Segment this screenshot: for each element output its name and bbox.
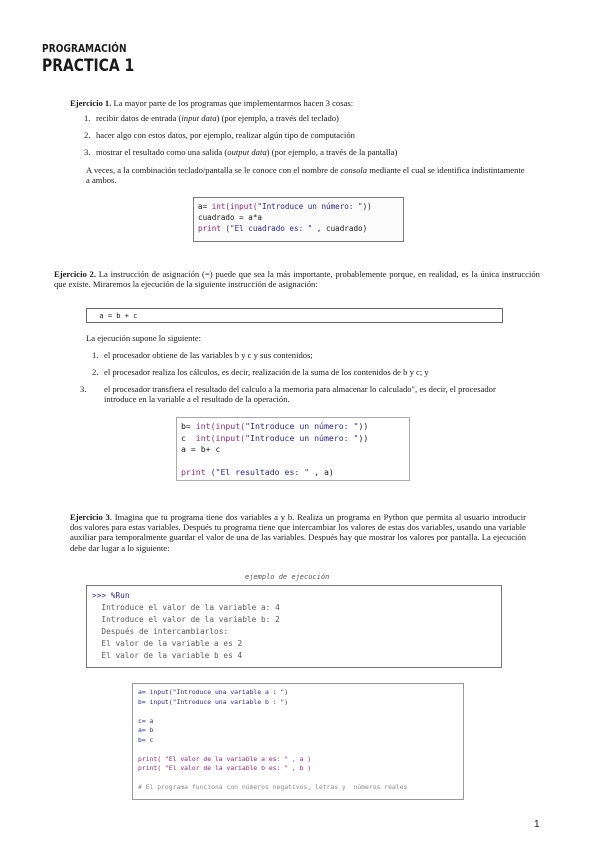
code-comment: # El programa funciona con números negativos, letras y números reales <box>138 783 408 791</box>
code-line <box>138 707 458 717</box>
code-line: a= int(input("Introduce un número: ")) <box>198 202 372 211</box>
code-line <box>181 456 405 468</box>
ej2-text: Ejercicio 2. La instrucción de asignación (=) puede que sea la más importante, probablemente porque, en realidad, es la única instrucción que existe. Miraremos la ejecución de la siguiente instrucción de asignación: <box>54 269 540 290</box>
ej2-item: 2. el procesador realiza los cálculos, es decir, realización de la suma de los contenidos de b y c; y <box>92 367 429 377</box>
code-line: print ("El cuadrado es: " , cuadrado) <box>198 224 368 233</box>
code-line: a= input("Introduce una variable a : ") <box>138 688 289 696</box>
ej1-item: 1. recibir datos de entrada (input data) (por ejemplo, a través del teclado) <box>84 113 339 123</box>
page-number: 1 <box>534 819 540 830</box>
ej3-code-block <box>132 683 464 800</box>
code-line: c= a <box>138 716 154 725</box>
ej1-note: A veces, a la combinación teclado/pantalla se le conoce con el nombre de consola mediante el cual se identifica indistintamente a ambos. <box>86 165 525 186</box>
code-line: print( "El valor de la variable a es: " , a ) <box>138 754 312 763</box>
page-title: PRACTICA 1 <box>42 56 135 76</box>
run-line: Introduce el valor de la variable a: 4 <box>92 603 280 612</box>
code-line: print ("El resultado es: " , a) <box>181 467 334 477</box>
execution-caption: ejemplo de ejecución <box>245 573 330 581</box>
code-line: c int(input("Introduce un número: ")) <box>181 432 369 443</box>
run-line: Después de intercambiarlos: <box>92 627 229 636</box>
code-line <box>138 774 458 784</box>
ej2-item: 3. el procesador transfiera el resultado del calculo a la memoria para almacenar lo calculado", es decir, el procesador introduce en la variable a el resultado de la operación. <box>80 384 496 405</box>
ej1-code-block <box>193 197 404 242</box>
run-line: >>> %Run <box>92 591 130 600</box>
code-line: print( "El valor de la variable b es: " , b ) <box>138 764 312 772</box>
code-line <box>138 745 458 755</box>
run-line: El valor de la variable a es 2 <box>92 639 243 648</box>
ej2-statement: a = b + c <box>86 308 503 323</box>
run-line: Introduce el valor de la variable b: 2 <box>92 615 280 624</box>
ej2-supone: La ejecución supone lo siguiente: <box>86 333 202 343</box>
ej1-item: 3. mostrar el resultado como una salida (output data) (por ejemplo, a través de la pantalla) <box>84 147 398 157</box>
run-line: El valor de la variable b es 4 <box>92 651 243 660</box>
ej3-label: Ejercicio 3 <box>70 512 110 522</box>
code-line: cuadrado = a*a <box>198 213 263 222</box>
ej2-label: Ejercicio 2. <box>54 269 96 279</box>
ej3-text: Ejercicio 3. Imagina que tu programa tiene dos variables a y b. Realiza un programa en Python que permita al usuario introducir dos valores para estas variables. Después tu programa tiene que intercambiar los valores de estas dos variables, usando una variable auxiliar para temporalmente guardar el valor de una de las variables. Después hay que mostrar los valores por pantalla. La ejecución debe dar lugar a lo siguiente: <box>70 512 526 553</box>
ej2-code-block <box>176 417 410 481</box>
ej2-item: 1. el procesador obtiene de las variables b y c y sus contenidos; <box>92 350 313 360</box>
ej1-item: 2. hacer algo con estos datos, por ejemplo, realizar algún tipo de computación <box>84 130 355 140</box>
code-line: a = b+ c <box>181 444 221 454</box>
run-output-block <box>86 585 502 668</box>
code-line: b= int(input("Introduce un número: ")) <box>181 421 369 431</box>
code-line: a= b <box>138 726 154 734</box>
subject-header: PROGRAMACIÓN <box>42 42 127 55</box>
code-line: b= c <box>138 735 154 744</box>
ej1-intro: Ejercicio 1. La mayor parte de los programas que implementarmos hacen 3 cosas: <box>70 98 354 108</box>
ej1-label: Ejercicio 1. <box>70 98 112 108</box>
code-line: b= input("Introduce una variable b : ") <box>138 697 289 706</box>
